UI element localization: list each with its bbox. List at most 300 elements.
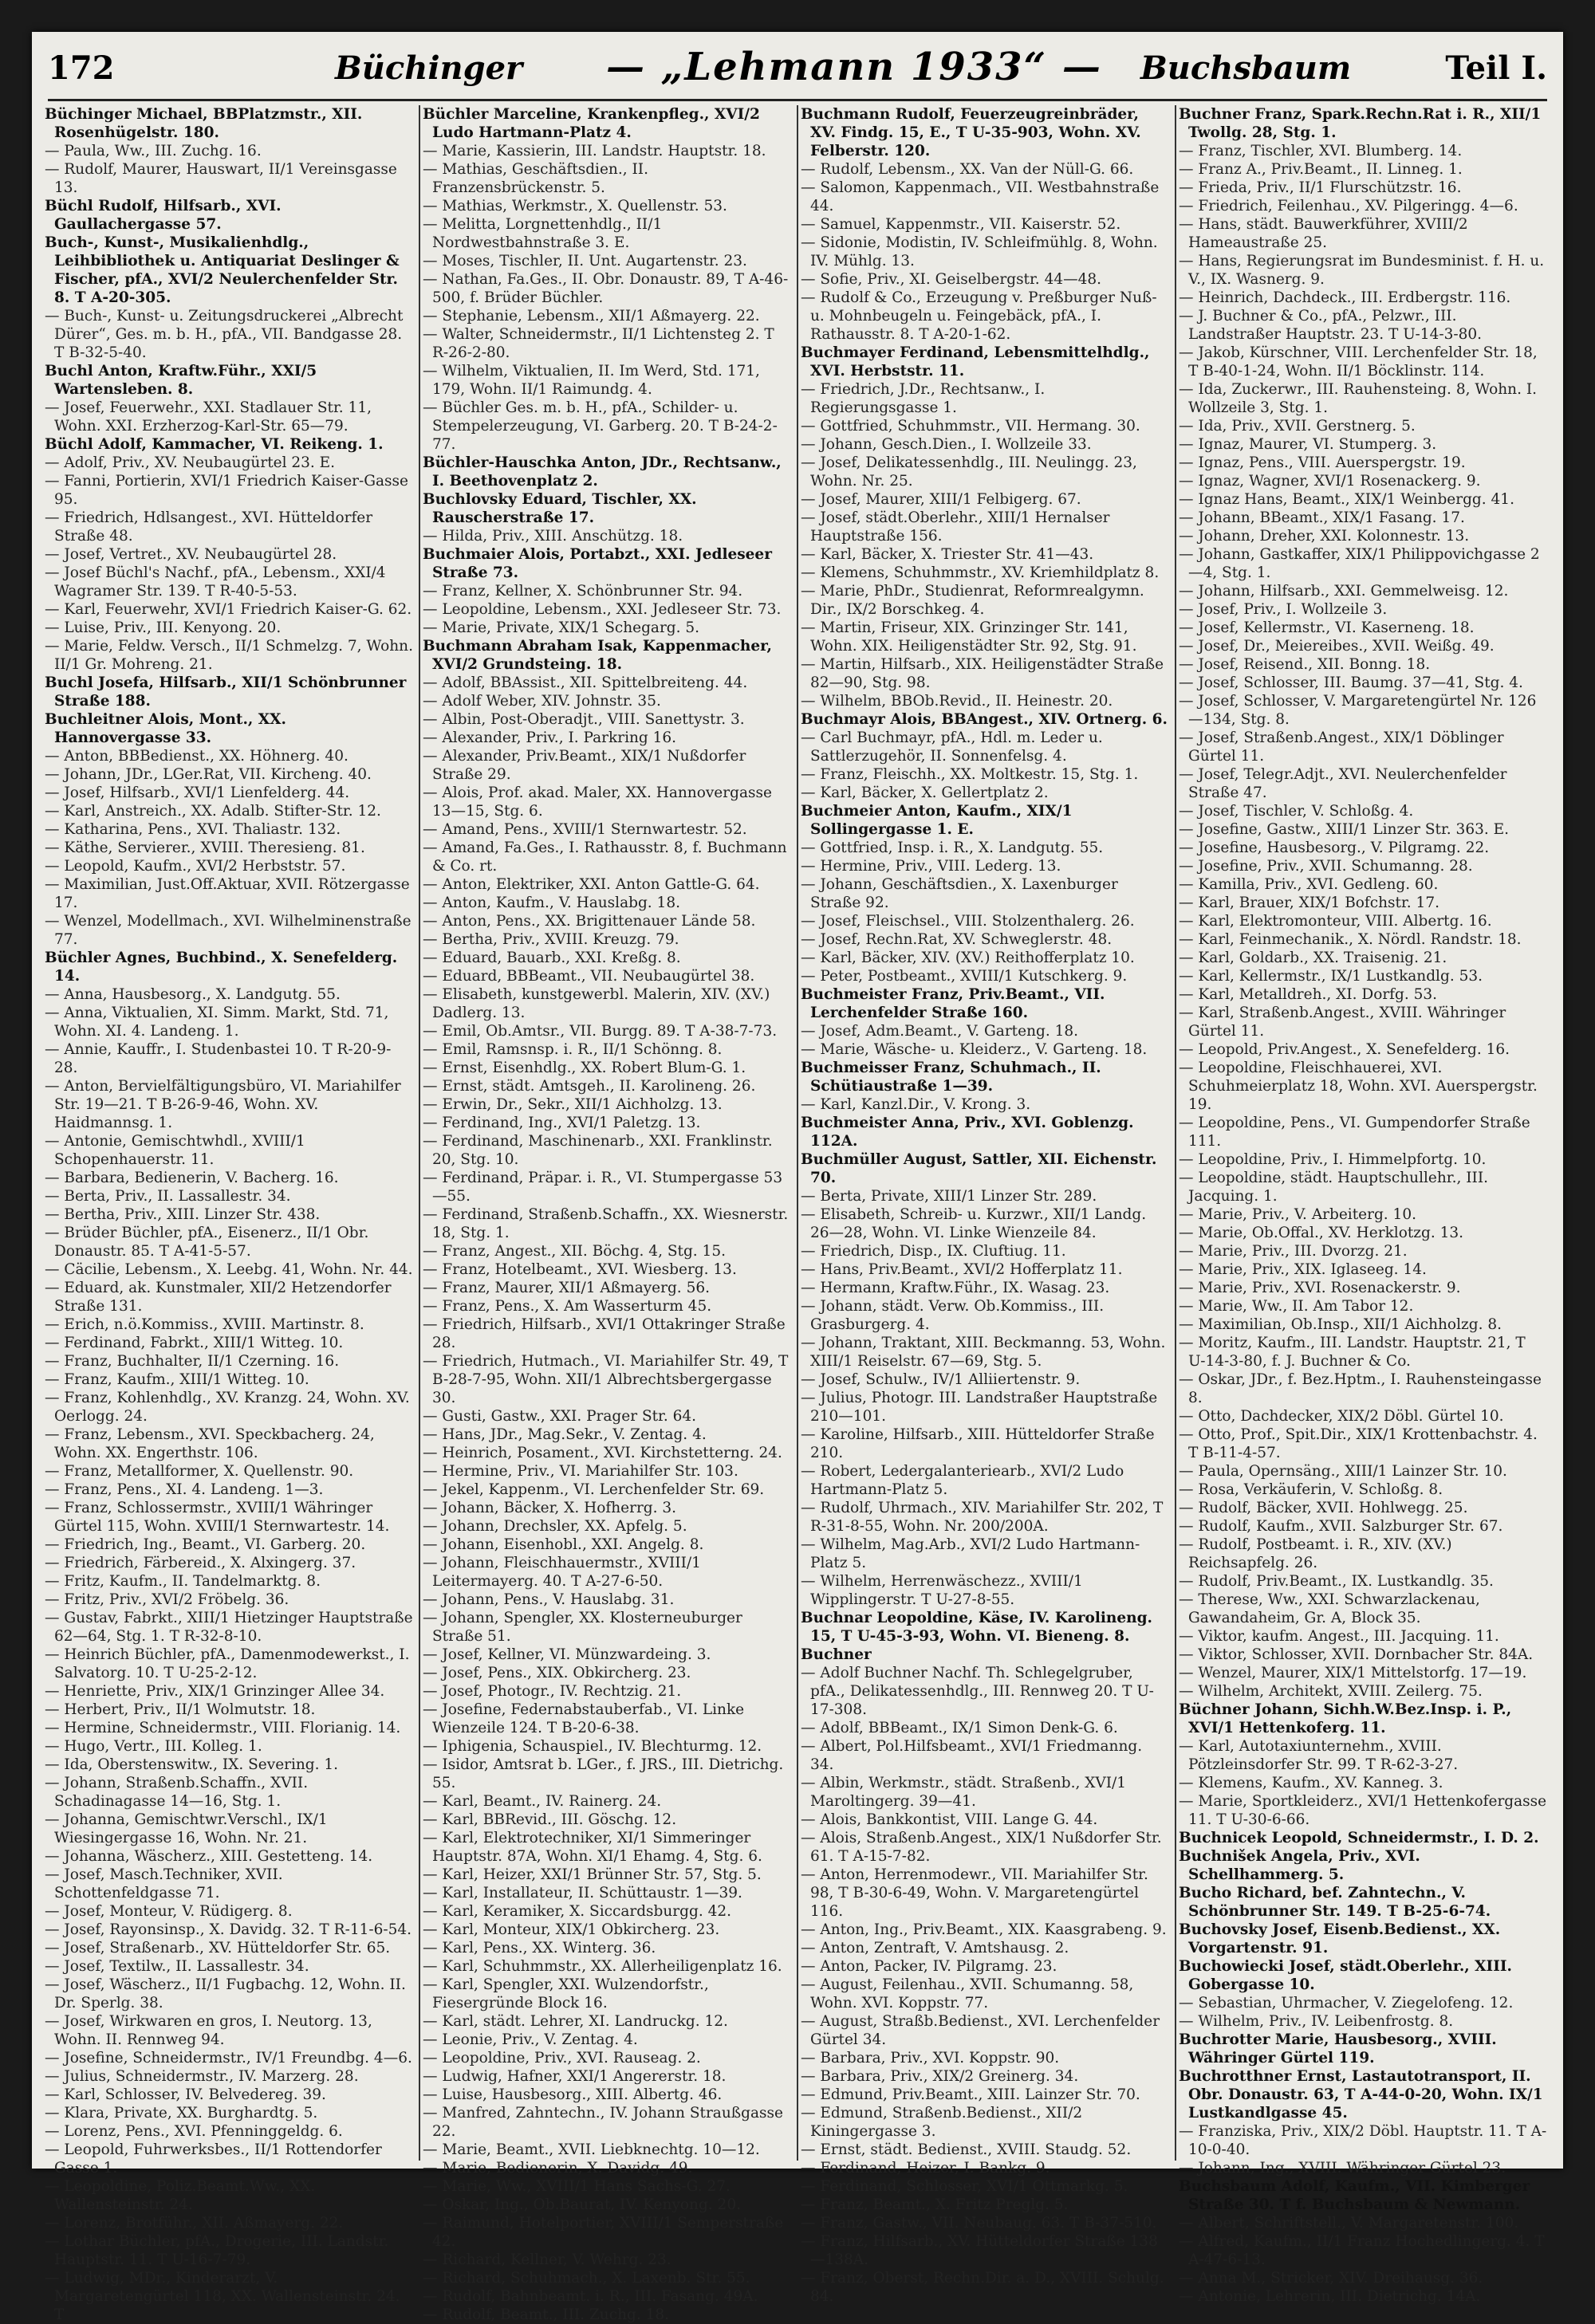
directory-entry: Büchler Marceline, Krankenpfleg., XVI/2 Ludo Hartmann-Platz 4. <box>423 106 760 141</box>
directory-entry: — Josef, Maurer, XIII/1 Felbigerg. 67. <box>801 491 1081 508</box>
directory-entry: — Ferdinand, Maschinenarb., XXI. Franklinstr. 20, Stg. 10. <box>423 1133 773 1168</box>
directory-entry: — Rudolf, Maurer, Hauswart, II/1 Vereinsgasse 13. <box>45 161 397 196</box>
directory-entry: — Hans, JDr., Mag.Sekr., V. Zentag. 4. <box>423 1426 707 1443</box>
column-2 <box>421 105 794 2323</box>
directory-entry: — Josefine, Priv., XVII. Schumanng. 28. <box>1179 858 1473 875</box>
directory-entry: Buchl Josefa, Hilfsarb., XII/1 Schönbrunner Straße 188. <box>45 674 407 710</box>
directory-entry: Buchowiecki Josef, städt.Oberlehr., XIII. Gobergasse 10. <box>1179 1958 1512 1993</box>
directory-entry: — Friedrich, Hilfsarb., XVI/1 Ottakringer Straße 28. <box>423 1316 786 1351</box>
column-divider <box>1175 105 1176 2161</box>
directory-entry: — Leopold, Priv.Angest., X. Senefelderg. 16. <box>1179 1041 1510 1058</box>
directory-page <box>32 32 1563 2323</box>
directory-entry: — Karl, städt. Lehrer, XI. Landruckg. 12. <box>423 2013 728 2030</box>
directory-entry: — Anton, Herrenmodewr., VII. Mariahilfer Str. 98, T B-30-6-49, Wohn. V. Margaretengürtel 116. <box>801 1866 1148 1920</box>
directory-entry: — Oskar, JDr., f. Bez.Hptm., I. Rauhensteingasse 8. <box>1179 1371 1542 1406</box>
directory-entry: — Marie, Bedienerin, X. Davidg. 49. <box>423 2160 693 2177</box>
directory-entry: — Josef, Priv., I. Wollzeile 3. <box>1179 601 1388 618</box>
directory-entry: Buchsbaum Adolf, Kaufm., VII. Kimberger Straße 30. T f. Buchsbaum & Newmann. <box>1179 2178 1530 2213</box>
directory-entry: — Josef, Photogr., IV. Rechtzig. 21. <box>423 1683 682 1700</box>
directory-entry: — Adolf Weber, XIV. Johnstr. 35. <box>423 693 661 710</box>
directory-entry: — Johann, Straßenb.Schaffn., XVII. Schadinagasse 14—16, Stg. 1. <box>45 1775 309 1810</box>
directory-entry: — Karl, Elektrotechniker, XI/1 Simmeringer Hauptstr. 87A, Wohn. XI/1 Ehamg. 4, Stg. 6. <box>423 1830 762 1865</box>
directory-entry: — Johann, BBeamt., XIX/1 Fasang. 17. <box>1179 509 1465 526</box>
directory-entry: — Josef, Fleischsel., VIII. Stolzenthalerg. 26. <box>801 913 1135 930</box>
directory-entry: — Ignaz, Maurer, VI. Stumperg. 3. <box>1179 436 1437 453</box>
directory-entry: — Franz, Metallformer, X. Quellenstr. 90. <box>45 1463 354 1480</box>
directory-entry: — Rudolf & Co., Erzeugung v. Preßburger Nuß- u. Mohnbeugeln u. Feingebäck, pfA., I. Rathausstr. 8. T A-20-1-62. <box>801 289 1157 343</box>
directory-entry: Buchovsky Josef, Eisenb.Bedienst., XX. Vorgartenstr. 91. <box>1179 1921 1501 1956</box>
directory-entry: — Anton, Elektriker, XXI. Anton Gattle-G. 64. <box>423 876 760 893</box>
directory-entry: Buchmann Rudolf, Feuerzeugreinbräder, XV. Findg. 15, E., T U-35-903, Wohn. XV. Felberstr. 120. <box>801 106 1141 159</box>
directory-entry: Buchmayer Ferdinand, Lebensmittelhdlg., XVI. Herbststr. 11. <box>801 344 1150 379</box>
directory-entry: — Josef, Pens., XIX. Obkircherg. 23. <box>423 1665 691 1681</box>
directory-entry: — Rosa, Verkäuferin, V. Schloßg. 8. <box>1179 1481 1443 1498</box>
directory-entry: — Josef, Kellner, VI. Münzwardeing. 3. <box>423 1646 711 1663</box>
directory-entry: — Hermine, Schneidermstr., VIII. Florianig. 14. <box>45 1720 401 1736</box>
directory-entry: — Josef, Dr., Meiereibes., XVII. Weißg. 49. <box>1179 638 1495 655</box>
directory-entry: — Maximilian, Ob.Insp., XII/1 Aichholzg. 8. <box>1179 1316 1502 1333</box>
directory-entry: — Kamilla, Priv., XVI. Gedleng. 60. <box>1179 876 1439 893</box>
directory-entry: — Josef, Rayonsinsp., X. Davidg. 32. T R-11-6-54. <box>45 1921 412 1938</box>
directory-entry: — Emil, Ramsnsp. i. R., II/1 Schönng. 8. <box>423 1041 723 1058</box>
directory-entry: — Franz, Pens., X. Am Wasserturm 45. <box>423 1298 712 1315</box>
directory-entry: — Johann, Traktant, XIII. Beckmanng. 53, Wohn. XIII/1 Reiselstr. 67—69, Stg. 5. <box>801 1335 1166 1370</box>
directory-entry: — August, Straßb.Bedienst., XVI. Lerchenfelder Gürtel 34. <box>801 2013 1160 2048</box>
directory-entry: — Josefine, Federnabstauberfab., VI. Linke Wienzeile 124. T B-20-6-38. <box>423 1701 745 1736</box>
directory-entry: Buchmüller August, Sattler, XII. Eichenstr. 70. <box>801 1151 1157 1186</box>
directory-entry: — August, Feilenhau., XVII. Schumanng. 58, Wohn. XVI. Koppstr. 77. <box>801 1976 1134 2011</box>
directory-entry: — Otto, Prof., Spit.Dir., XIX/1 Krottenbachstr. 4. T B-11-4-57. <box>1179 1426 1538 1461</box>
directory-entry: — Paula, Ww., III. Zuchg. 16. <box>45 143 262 159</box>
directory-entry: — Josef, Masch.Techniker, XVII. Schottenfeldgasse 71. <box>45 1866 283 1901</box>
directory-entry: — Lorenz, Pens., XVI. Pfenninggeldg. 6. <box>45 2123 343 2140</box>
directory-entry: — Marie, Priv., XIX. Iglaseeg. 14. <box>1179 1261 1427 1278</box>
directory-entry: — Ida, Priv., XVII. Gerstnerg. 5. <box>1179 418 1416 435</box>
directory-entry: — Eduard, Bauarb., XXI. Kreßg. 8. <box>423 950 681 966</box>
directory-entry: — Karl, Metalldreh., XI. Dorfg. 53. <box>1179 986 1438 1003</box>
directory-entry: — Marie, Wäsche- u. Kleiderz., V. Garteng. 18. <box>801 1041 1148 1058</box>
directory-entry: — Ferdinand, Präpar. i. R., VI. Stumpergasse 53—55. <box>423 1170 783 1205</box>
directory-entry: — Josef, Monteur, V. Rüdigerg. 8. <box>45 1903 293 1920</box>
directory-entry: — Johann, Hilfsarb., XXI. Gemmelweisg. 12. <box>1179 583 1509 600</box>
directory-entry: — Franz, Pens., XI. 4. Landeng. 1—3. <box>45 1481 324 1498</box>
directory-entry: — Henriette, Priv., XIX/1 Grinzinger Allee 34. <box>45 1683 385 1700</box>
directory-entry: Buch-, Kunst-, Musikalienhdlg., Leihbibliothek u. Antiquariat Deslinger & Fischer, pfA., XVI/2 Neulerchenfelder Str. 8. T A-20-305. <box>45 234 400 306</box>
directory-entry: — Viktor, Schlosser, XVII. Dornbacher Str. 84A. <box>1179 1646 1534 1663</box>
column-4 <box>1177 105 1550 2305</box>
directory-entry: — Karl, BBRevid., III. Göschg. 12. <box>423 1811 677 1828</box>
directory-entry: — Leopoldine, Pens., VI. Gumpendorfer Straße 111. <box>1179 1115 1530 1150</box>
directory-entry: — Oskar, Ing., Ob.Baurat, IV. Kenyong. 20. <box>423 2196 741 2213</box>
directory-entry: — Alois, Bankkontist, VIII. Lange G. 44. <box>801 1811 1098 1828</box>
directory-entry: — Leonie, Priv., V. Zentag. 4. <box>423 2031 638 2048</box>
directory-entry: — Ernst, städt. Amtsgeh., II. Karolineng. 26. <box>423 1078 756 1095</box>
directory-entry: — Heinrich, Dachdeck., III. Erdbergstr. 116. <box>1179 289 1511 306</box>
directory-entry: — Buch-, Kunst- u. Zeitungsdruckerei „Albrecht Dürer“, Ges. m. b. H., pfA., VII. Bandgasse 28. T B-32-5-40. <box>45 308 404 361</box>
directory-entry: — Karoline, Hilfsarb., XIII. Hütteldorfer Straße 210. <box>801 1426 1155 1461</box>
directory-entry: — Eduard, BBBeamt., VII. Neubaugürtel 38. <box>423 968 755 985</box>
directory-entry: — Barbara, Priv., XIX/2 Greinerg. 34. <box>801 2068 1079 2085</box>
directory-entry: Büchler-Hauschka Anton, JDr., Rechtsanw., I. Beethovenplatz 2. <box>423 454 782 490</box>
directory-entry: Büchinger Michael, BBPlatzmstr., XII. Rosenhügelstr. 180. <box>45 106 363 141</box>
directory-entry: Buchleitner Alois, Mont., XX. Hannovergasse 33. <box>45 711 286 746</box>
directory-entry: — Fritz, Priv., XVI/2 Fröbelg. 36. <box>45 1591 289 1608</box>
directory-entry: — Josef, Hilfsarb., XVI/1 Lienfelderg. 44. <box>45 784 350 801</box>
directory-entry: — Wilhelm, Architekt, XVIII. Zeilerg. 75. <box>1179 1683 1483 1700</box>
directory-entry: — Karl, Kellermstr., IX/1 Lustkandlg. 53. <box>1179 968 1483 985</box>
directory-entry: — Friedrich, Hdlsangest., XVI. Hütteldorfer Straße 48. <box>45 509 373 545</box>
directory-entry: — Adolf, BBBeamt., IX/1 Simon Denk-G. 6. <box>801 1720 1118 1736</box>
directory-entry: Büchner Johann, Sichh.W.Bez.Insp. i. P., XVI/1 Hettenkoferg. 11. <box>1179 1701 1512 1736</box>
directory-entry: — Stephanie, Lebensm., XII/1 Aßmayerg. 22. <box>423 308 760 324</box>
directory-entry: — Heinrich, Posament., XVI. Kirchstetterng. 24. <box>423 1445 782 1461</box>
directory-entry: — Ignaz, Pens., VIII. Auerspergstr. 19. <box>1179 454 1466 471</box>
directory-entry: — Johanna, Wäscherz., XIII. Gestetteng. 14. <box>45 1848 373 1865</box>
directory-entry: — Luise, Hausbesorg., XIII. Albertg. 46. <box>423 2086 723 2103</box>
directory-entry: Buchmeister Anna, Priv., XVI. Goblenzg. 112A. <box>801 1115 1134 1150</box>
directory-entry: — Josef, Schlosser, V. Margaretengürtel Nr. 126—134, Stg. 8. <box>1179 693 1537 728</box>
directory-entry: — Julius, Schneidermstr., IV. Marzerg. 28. <box>45 2068 359 2085</box>
directory-entry: — Karl, Keramiker, X. Siccardsburgg. 42. <box>423 1903 732 1920</box>
directory-entry: — Josef, Telegr.Adjt., XVI. Neulerchenfelder Straße 47. <box>1179 766 1507 801</box>
directory-entry: — Johann, Ing., XVIII. Währinger Gürtel 23. <box>1179 2160 1506 2177</box>
directory-entry: — Gottfried, Insp. i. R., X. Landgutg. 55. <box>801 840 1104 856</box>
directory-entry: — Karl, Heizer, XXI/1 Brünner Str. 57, Stg. 5. <box>423 1866 762 1883</box>
directory-entry: — Raimund, Hotelportier, XVIII/1 Semperstraße 42. <box>423 2215 784 2250</box>
directory-entry: — Karl, Anstreich., XX. Adalb. Stifter-Str. 12. <box>45 803 381 820</box>
directory-entry: — J. Buchner & Co., pfA., Pelzwr., III. Landstraßer Hauptstr. 23. T U-14-3-80. <box>1179 308 1483 343</box>
directory-entry: — Hermine, Priv., VIII. Lederg. 13. <box>801 858 1061 875</box>
directory-entry: — Berta, Priv., II. Lassallestr. 34. <box>45 1188 291 1205</box>
directory-entry: — Leopoldine, Priv., I. Himmelpfortg. 10. <box>1179 1151 1487 1168</box>
directory-entry: — Bertha, Priv., XIII. Linzer Str. 438. <box>45 1206 321 1223</box>
directory-entry: — Albin, Werkmstr., städt. Straßenb., XVI/1 Maroltingerg. 39—41. <box>801 1775 1127 1810</box>
directory-entry: — Leopoldine, Priv., XVI. Rauseag. 2. <box>423 2050 701 2066</box>
directory-entry: Buchmeister Franz, Priv.Beamt., VII. Lerchenfelder Straße 160. <box>801 986 1105 1021</box>
directory-entry: — Leopold, Kaufm., XVI/2 Herbststr. 57. <box>45 858 346 875</box>
directory-entry: Buchnicek Leopold, Schneidermstr., I. D. 2. <box>1179 1830 1539 1846</box>
directory-entry: — Antonie, Lehrerin, III. Dietrichg. 14A. <box>1179 2288 1481 2305</box>
directory-entry: — Friedrich, Disp., IX. Cluftiug. 11. <box>801 1243 1066 1260</box>
directory-entry: — Johann, städt. Verw. Ob.Kommiss., III. Grasburgerg. 4. <box>801 1298 1105 1333</box>
directory-entry: — Josef, Reisend., XII. Bonng. 18. <box>1179 656 1431 673</box>
directory-entry: — Ferdinand, Heizer, I. Bankg. 9. <box>801 2160 1050 2177</box>
directory-entry: — Franz, Maurer, XII/1 Aßmayerg. 56. <box>423 1280 710 1296</box>
directory-entry: — Marie, Priv., III. Dvorzg. 21. <box>1179 1243 1408 1260</box>
directory-entry: — Maximilian, Just.Off.Aktuar, XVII. Rötzergasse 17. <box>45 876 410 911</box>
directory-entry: — Ignaz Hans, Beamt., XIX/1 Weinbergg. 41. <box>1179 491 1514 508</box>
directory-entry: — Josef, Vertret., XV. Neubaugürtel 28. <box>45 546 337 563</box>
directory-entry: — Johanna, Gemischtwr.Verschl., IX/1 Wiesingergasse 16, Wohn. Nr. 21. <box>45 1811 328 1846</box>
directory-entry: — Erwin, Dr., Sekr., XII/1 Aichholzg. 13. <box>423 1096 723 1113</box>
directory-entry: — Marie, PhDr., Studienrat, Reformrealgymn. Dir., IX/2 Borschkeg. 4. <box>801 583 1144 618</box>
directory-entry: — Mathias, Geschäftsdien., II. Franzensbrückenstr. 5. <box>423 161 648 196</box>
directory-entry: Buchmeier Anton, Kaufm., XIX/1 Sollingergasse 1. E. <box>801 803 1073 838</box>
directory-entry: — Anton, Packer, IV. Pilgramg. 23. <box>801 1958 1057 1975</box>
directory-entry: — Erich, n.ö.Kommiss., XVIII. Martinstr. 8. <box>45 1316 364 1333</box>
directory-entry: — Gottfried, Schuhmmstr., VII. Hermang. 30. <box>801 418 1140 435</box>
directory-entry: — Johann, Fleischhauermstr., XVIII/1 Leitermayerg. 40. T A-27-6-50. <box>423 1555 701 1590</box>
header-left-word: Büchinger <box>335 49 523 87</box>
directory-entry: — Isidor, Amtsrat b. LGer., f. JRS., III. Dietrichg. 55. <box>423 1756 784 1791</box>
directory-entry: — Marie, Private, XIX/1 Schegarg. 5. <box>423 619 700 636</box>
directory-entry: Büchl Adolf, Kammacher, VI. Reikeng. 1. <box>45 436 384 453</box>
directory-entry: — Friedrich, Feilenhau., XV. Pilgeringg. 4—6. <box>1179 198 1518 214</box>
directory-entry: — Alexander, Priv.Beamt., XIX/1 Nußdorfer Straße 29. <box>423 748 746 783</box>
directory-entry: — Franz A., Priv.Beamt., II. Linneg. 1. <box>1179 161 1463 178</box>
directory-entry: — Josef, Textilw., II. Lassallestr. 34. <box>45 1958 309 1975</box>
directory-entry: — Marie, Priv., XVI. Rosenackerstr. 9. <box>1179 1280 1461 1296</box>
directory-entry: — Karl, Feinmechanik., X. Nördl. Randstr. 18. <box>1179 931 1522 948</box>
directory-entry: — Fritz, Kaufm., II. Tandelmarktg. 8. <box>45 1573 321 1590</box>
directory-entry: — Anton, Bervielfältigungsbüro, VI. Mariahilfer Str. 19—21. T B-26-9-46, Wohn. XV. Haidmannsg. 1. <box>45 1078 401 1131</box>
directory-entry: — Viktor, kaufm. Angest., III. Jacquing. 11. <box>1179 1628 1499 1645</box>
directory-entry: — Ferdinand, Schlosser, XVI/1 Ottmarkg. 5. <box>801 2178 1128 2195</box>
directory-entry: Buchnišek Angela, Priv., XVI. Schellhammerg. 5. <box>1179 1848 1420 1883</box>
directory-entry: — Anna M., Stricker, XIV. Dreihausg. 36. <box>1179 2270 1483 2287</box>
directory-entry: — Johann, Gastkaffer, XIX/1 Philippovichgasse 2—4, Stg. 1. <box>1179 546 1540 581</box>
directory-entry: — Rudolf, Bäcker, XVII. Hohlwegg. 25. <box>1179 1500 1468 1516</box>
directory-entry: — Leopoldine, städt. Hauptschullehr., III. Jacquing. 1. <box>1179 1170 1489 1205</box>
directory-entry: — Josef, städt.Oberlehr., XIII/1 Hernalser Hauptstraße 156. <box>801 509 1110 545</box>
directory-entry: — Rudolf, Beamt., III. Zuchg. 18. <box>423 2306 670 2323</box>
directory-entry: — Klemens, Schuhmmstr., XV. Kriemhildplatz 8. <box>801 564 1160 581</box>
directory-entry: — Adolf, Priv., XV. Neubaugürtel 23. E. <box>45 454 336 471</box>
column-3 <box>799 105 1172 2305</box>
directory-entry: — Leopold, Fuhrwerksbes., II/1 Rottendorfer Gasse 1. <box>45 2141 382 2177</box>
directory-entry: — Karl, Elektromonteur, VIII. Albertg. 16. <box>1179 913 1492 930</box>
directory-entry: — Anton, Zentraft, V. Amtshausg. 2. <box>801 1940 1069 1956</box>
directory-entry: — Franz, Kellner, X. Schönbrunner Str. 94. <box>423 583 743 600</box>
directory-entry: — Franz, Angest., XII. Böchg. 4, Stg. 15. <box>423 1243 726 1260</box>
directory-entry: — Josef, Wäscherz., II/1 Fugbachg. 12, Wohn. II. Dr. Sperlg. 38. <box>45 1976 406 2011</box>
directory-entry: — Karl, Spengler, XXI. Wulzendorfstr., Fiesergründe Block 16. <box>423 1976 709 2011</box>
directory-entry: — Alfred, Kaufm., II/1 Franz Hochedlingerg. 4. T A-47-6-13. <box>1179 2233 1545 2268</box>
directory-entry: — Elisabeth, kunstgewerbl. Malerin, XIV. (XV.) Dadlerg. 13. <box>423 986 770 1021</box>
directory-entry: — Herbert, Priv., II/1 Wolmutstr. 18. <box>45 1701 316 1718</box>
directory-entry: — Josef, Schlosser, III. Baumg. 37—41, Stg. 4. <box>1179 674 1523 691</box>
directory-entry: — Karl, Autotaxiunternehm., XVIII. Pötzleinsdorfer Str. 99. T R-62-3-27. <box>1179 1738 1459 1773</box>
directory-entry: — Friedrich, Färbereid., X. Alxingerg. 37. <box>45 1555 356 1571</box>
directory-entry: — Walter, Schneidermstr., II/1 Lichtensteg 2. T R-26-2-80. <box>423 326 774 361</box>
directory-entry: Büchler Agnes, Buchbind., X. Senefelderg. 14. <box>45 950 398 985</box>
directory-entry: — Marie, Sportkleiderz., XVI/1 Hettenkofergasse 11. T U-30-6-66. <box>1179 1793 1547 1828</box>
directory-entry: — Franz, Hotelbeamt., XVI. Wiesberg. 13. <box>423 1261 737 1278</box>
directory-entry: — Albin, Post-Oberadjt., VIII. Sanettystr. 3. <box>423 711 745 728</box>
directory-entry: — Josef, Tischler, V. Schloßg. 4. <box>1179 803 1414 820</box>
directory-entry: — Carl Buchmayr, pfA., Hdl. m. Leder u. Sattlerzugehör, II. Sonnenfelsg. 4. <box>801 729 1103 765</box>
directory-entry: — Peter, Postbeamt., XVIII/1 Kutschkerg. 9. <box>801 968 1128 985</box>
directory-entry: — Alexander, Priv., I. Parkring 16. <box>423 729 677 746</box>
directory-entry: — Edmund, Straßenb.Bedienst., XII/2 Kiningergasse 3. <box>801 2105 1083 2140</box>
directory-entry: — Wenzel, Modellmach., XVI. Wilhelminenstraße 77. <box>45 913 412 948</box>
directory-entry: — Franz, Kaufm., XIII/1 Witteg. 10. <box>45 1371 309 1388</box>
directory-entry: Buchl Anton, Kraftw.Führ., XXI/5 Wartensleben. 8. <box>45 363 317 398</box>
directory-entry: — Franziska, Priv., XIX/2 Döbl. Hauptstr. 11. T A-10-0-40. <box>1179 2123 1547 2158</box>
directory-entry: — Karl, Pens., XX. Winterg. 36. <box>423 1940 656 1956</box>
directory-entry: Buchrotthner Ernst, Lastautotransport, II. Obr. Donaustr. 63, T A-44-0-20, Wohn. IX/1 Lustkandlgasse 45. <box>1179 2068 1543 2121</box>
directory-entry: — Alois, Straßenb.Angest., XIX/1 Nußdorfer Str. 61. T A-15-7-82. <box>801 1830 1162 1865</box>
directory-entry: — Marie, Ww., II. Am Tabor 12. <box>1179 1298 1414 1315</box>
directory-entry: — Johann, Gesch.Dien., I. Wollzeile 33. <box>801 436 1092 453</box>
directory-entry: — Hans, städt. Bauwerkführer, XVIII/2 Hameaustraße 25. <box>1179 216 1468 251</box>
directory-entry: — Sofie, Priv., XI. Geiselbergstr. 44—48. <box>801 271 1102 288</box>
directory-entry: — Karl, Bäcker, XIV. (XV.) Reithofferplatz 10. <box>801 950 1135 966</box>
directory-entry: — Samuel, Kappenmstr., VII. Kaiserstr. 52. <box>801 216 1121 233</box>
directory-entry: — Adolf, BBAssist., XII. Spittelbreiteng. 44. <box>423 674 748 691</box>
directory-entry: — Elisabeth, Schreib- u. Kurzwr., XII/1 Landg. 26—28, Wohn. VI. Linke Wienzeile 84. <box>801 1206 1147 1241</box>
directory-entry: — Friedrich, Ing., Beamt., VI. Garberg. 20. <box>45 1536 366 1553</box>
directory-entry: — Karl, Feuerwehr, XVI/1 Friedrich Kaiser-G. 62. <box>45 601 412 618</box>
directory-entry: — Richard, Schuhmach., X. Laxenb. Str. 55. <box>423 2270 750 2287</box>
directory-entry: — Karl, Beamt., IV. Rainerg. 24. <box>423 1793 662 1810</box>
directory-entry: — Anton, BBBedienst., XX. Höhnerg. 40. <box>45 748 349 765</box>
column-divider <box>419 105 420 2161</box>
directory-entry: — Wenzel, Maurer, XIX/1 Mittelstorfg. 17—19. <box>1179 1665 1527 1681</box>
directory-entry: — Johann, Dreher, XXI. Kolonnestr. 13. <box>1179 528 1470 545</box>
directory-entry: — Katharina, Pens., XVI. Thaliastr. 132. <box>45 821 341 838</box>
directory-entry: — Rudolf, Uhrmach., XIV. Mariahilfer Str. 202, T R-31-8-55, Wohn. Nr. 200/200A. <box>801 1500 1164 1535</box>
directory-entry: — Wilhelm, Mag.Arb., XVI/2 Ludo Hartmann-Platz 5. <box>801 1536 1140 1571</box>
directory-entry: — Ida, Oberstenswitw., IX. Severing. 1. <box>45 1756 339 1773</box>
directory-entry: — Gusti, Gastw., XXI. Prager Str. 64. <box>423 1408 697 1425</box>
directory-entry: — Johann, Eisenhobl., XXI. Angelg. 8. <box>423 1536 704 1553</box>
directory-entry: — Karl, Schlosser, IV. Belvedereg. 39. <box>45 2086 326 2103</box>
directory-entry: — Alois, Prof. akad. Maler, XX. Hannovergasse 13—15, Stg. 6. <box>423 784 772 820</box>
directory-entry: — Josefine, Schneidermstr., IV/1 Freundbg. 4—6. <box>45 2050 412 2066</box>
directory-entry: — Richard, Kellner, V. Wehrg. 23. <box>423 2251 671 2268</box>
directory-entry: — Berta, Private, XIII/1 Linzer Str. 289. <box>801 1188 1097 1205</box>
directory-entry: — Ferdinand, Straßenb.Schaffn., XX. Wiesnerstr. 18, Stg. 1. <box>423 1206 789 1241</box>
directory-entry: — Johann, Bäcker, X. Hofherrg. 3. <box>423 1500 677 1516</box>
directory-entry: — Marie, Ob.Offal., XV. Herklotzg. 13. <box>1179 1225 1464 1241</box>
directory-entry: — Marie, Ww., XVIII/1 Hans Sachs-G. 27. <box>423 2178 731 2195</box>
directory-entry: — Josef, Adm.Beamt., V. Garteng. 18. <box>801 1023 1079 1040</box>
directory-entry: — Heinrich Büchler, pfA., Damenmodewerkst., I. Salvatorg. 10. T U-25-2-12. <box>45 1646 410 1681</box>
directory-entry: — Moritz, Kaufm., III. Landstr. Hauptstr. 21, T U-14-3-80, f. J. Buchner & Co. <box>1179 1335 1526 1370</box>
directory-entry: — Paula, Opernsäng., XIII/1 Lainzer Str. 10. <box>1179 1463 1507 1480</box>
directory-entry: — Anna, Hausbesorg., X. Landgutg. 55. <box>45 986 341 1003</box>
directory-entry: — Frieda, Priv., II/1 Flurschützstr. 16. <box>1179 179 1462 196</box>
directory-entry: — Brüder Büchler, pfA., Eisenerz., II/1 Obr. Donaustr. 85. T A-41-5-57. <box>45 1225 369 1260</box>
directory-entry: — Moses, Tischler, II. Unt. Augartenstr. 23. <box>423 253 747 269</box>
directory-entry: — Wilhelm, Herrenwäschezz., XVIII/1 Wipplingerstr. T U-27-8-55. <box>801 1573 1083 1608</box>
directory-entry: — Eduard, ak. Kunstmaler, XII/2 Hetzendorfer Straße 131. <box>45 1280 392 1315</box>
directory-entry: — Johann, Spengler, XX. Klosterneuburger Straße 51. <box>423 1610 742 1645</box>
directory-entry: — Nathan, Fa.Ges., II. Obr. Donaustr. 89, T A-46-500, f. Brüder Büchler. <box>423 271 789 306</box>
directory-entry: — Jekel, Kappenm., VI. Lerchenfelder Str. 69. <box>423 1481 765 1498</box>
header-title: — „Lehmann 1933“ — <box>606 45 1102 89</box>
directory-entry: — Ludwig, MDr., Kinderarzt, V. Margaretengürtel 118, XX. Wallensteinstr. 24. T <box>45 2270 400 2323</box>
directory-entry: — Marie, Feldw. Versch., II/1 Schmelzg. 7, Wohn. II/1 Gr. Mohreng. 21. <box>45 638 413 673</box>
directory-entry: Büchl Rudolf, Hilfsarb., XVI. Gaullachergasse 57. <box>45 198 282 233</box>
directory-entry: — Leopoldine, Poliz.Beamt.Ww., XX. Wallensteinstr. 24. <box>45 2178 316 2213</box>
directory-entry: — Ferdinand, Fabrkt., XIII/1 Witteg. 10. <box>45 1335 344 1351</box>
directory-entry: — Martin, Friseur, XIX. Grinzinger Str. 141, Wohn. XIX. Heiligenstädter Str. 92, Stg. 91. <box>801 619 1137 655</box>
directory-entry: — Rudolf, Postbeamt. i. R., XIV. (XV.) Reichsapfelg. 26. <box>1179 1536 1452 1571</box>
directory-entry: — Ludwig, Hafner, XXI/1 Angererstr. 18. <box>423 2068 727 2085</box>
directory-entry: — Bertha, Priv., XVIII. Kreuzg. 79. <box>423 931 679 948</box>
directory-entry: Buchner <box>801 1646 872 1663</box>
directory-entry: — Julius, Photogr. III. Landstraßer Hauptstraße 210—101. <box>801 1390 1158 1425</box>
directory-entry: — Wilhelm, BBOb.Revid., II. Heinestr. 20. <box>801 693 1113 710</box>
directory-entry: — Antonie, Gemischtwhdl., XVIII/1 Schopenhauerstr. 11. <box>45 1133 305 1168</box>
directory-entry: Buchmann Abraham Isak, Kappenmacher, XVI/2 Grundsteing. 18. <box>423 638 772 673</box>
directory-entry: — Jakob, Kürschner, VIII. Lerchenfelder Str. 18, T B-40-1-24, Wohn. II/1 Böcklinstr. 114. <box>1179 344 1538 379</box>
directory-entry: — Rudolf, Priv.Beamt., IX. Lustkandlg. 35. <box>1179 1573 1494 1590</box>
directory-entry: — Ida, Zuckerwr., III. Rauhensteing. 8, Wohn. I. Wollzeile 3, Stg. 1. <box>1179 381 1538 416</box>
directory-entry: Buchner Franz, Spark.Rechn.Rat i. R., XII/1 Twollg. 28, Stg. 1. <box>1179 106 1542 141</box>
directory-entry: — Franz, Kohlenhdlg., XV. Kranzg. 24, Wohn. XV. Oerlogg. 24. <box>45 1390 410 1425</box>
directory-entry: — Lothar Büchler, pfA., Drogerie, III. Landstr. Hauptstr. 11. T U-16-7-79. <box>45 2233 389 2268</box>
directory-entry: — Marie, Beamt., XVII. Liebknechtg. 10—12. <box>423 2141 760 2158</box>
directory-entry: — Rudolf, Kaufm., XVII. Salzburger Str. 67. <box>1179 1518 1503 1535</box>
page-number: 172 <box>48 49 115 87</box>
directory-entry: — Josefine, Gastw., XIII/1 Linzer Str. 363. E. <box>1179 821 1510 838</box>
directory-entry: — Adolf Buchner Nachf. Th. Schlegelgruber, pfA., Delikatessenhdlg., III. Rennweg 20. T U-17-308. <box>801 1665 1154 1718</box>
directory-entry: — Barbara, Bedienerin, V. Bacherg. 16. <box>45 1170 339 1186</box>
directory-entry: — Klemens, Kaufm., XV. Kanneg. 3. <box>1179 1775 1443 1791</box>
directory-entry: — Cäcilie, Lebensm., X. Leebg. 41, Wohn. Nr. 44. <box>45 1261 413 1278</box>
directory-entry: — Amand, Fa.Ges., I. Rathausstr. 8, f. Buchmann & Co. rt. <box>423 840 787 875</box>
directory-entry: — Hans, Regierungsrat im Bundesminist. f. H. u. V., IX. Wasnerg. 9. <box>1179 253 1545 288</box>
directory-entry: — Friedrich, Hutmach., VI. Mariahilfer Str. 49, T B-28-7-95, Wohn. XII/1 Albrechtsbergergasse 30. <box>423 1353 789 1406</box>
directory-entry: Buchlovsky Eduard, Tischler, XX. Rauscherstraße 17. <box>423 491 697 526</box>
directory-entry: — Albert, Schriftstell., V. Margaretenstr. 100. <box>1179 2215 1519 2232</box>
directory-entry: — Franz, Gastw., VII. Neubaug. 63. T B-37-510. <box>801 2215 1157 2232</box>
directory-entry: — Josef Büchl's Nachf., pfA., Lebensm., XXI/4 Wagramer Str. 139. T R-40-5-53. <box>45 564 386 600</box>
directory-entry: — Hilda, Priv., XIII. Anschützg. 18. <box>423 528 683 545</box>
page-header <box>48 38 1547 94</box>
directory-entry: — Melitta, Lorgnettenhdlg., II/1 Nordwestbahnstraße 3. E. <box>423 216 663 251</box>
directory-entry: — Ferdinand, Ing., XVI/1 Paletzg. 13. <box>423 1115 701 1131</box>
directory-entry: — Lorenz, Brotführ., XII. Aßmayerg. 22. <box>45 2215 344 2232</box>
directory-entry: — Anton, Kaufm., V. Hauslabg. 18. <box>423 895 680 911</box>
directory-entry: — Anton, Ing., Priv.Beamt., XIX. Kaasgrabeng. 9. <box>801 1921 1167 1938</box>
directory-entry: — Wilhelm, Viktualien, II. Im Werd, Std. 171, 179, Wohn. II/1 Raimundg. 4. <box>423 363 760 398</box>
directory-entry: — Karl, Installateur, II. Schüttaustr. 1—39. <box>423 1885 742 1901</box>
directory-entry: — Karl, Straßenb.Angest., XVIII. Währinger Gürtel 11. <box>1179 1005 1506 1040</box>
directory-entry: — Manfred, Zahntechn., IV. Johann Straußgasse 22. <box>423 2105 783 2140</box>
directory-entry: — Josefine, Hausbesorg., V. Pilgramg. 22. <box>1179 840 1490 856</box>
directory-entry: — Josef, Kellermstr., VI. Kaserneng. 18. <box>1179 619 1475 636</box>
directory-entry: — Büchler Ges. m. b. H., pfA., Schilder- u. Stempelerzeugung, VI. Garberg. 20. T B-24-2-77. <box>423 399 778 453</box>
directory-entry: — Käthe, Servierer., XVIII. Theresieng. 81. <box>45 840 365 856</box>
directory-entry: — Josef, Feuerwehr., XXI. Stadlauer Str. 11, Wohn. XXI. Erzherzog-Karl-Str. 65—79. <box>45 399 372 435</box>
directory-entry: — Klara, Private, XX. Burghardtg. 5. <box>45 2105 318 2121</box>
directory-entry: — Barbara, Priv., XVI. Koppstr. 90. <box>801 2050 1060 2066</box>
directory-entry: — Karl, Bäcker, X. Triester Str. 41—43. <box>801 546 1094 563</box>
directory-entry: — Martin, Hilfsarb., XIX. Heiligenstädter Straße 82—90, Stg. 98. <box>801 656 1164 691</box>
column-divider <box>797 105 798 2161</box>
directory-entry: — Hugo, Vertr., III. Kolleg. 1. <box>45 1738 262 1755</box>
directory-entry: — Karl, Bäcker, X. Gellertplatz 2. <box>801 784 1049 801</box>
header-right-word: Buchsbaum <box>1140 49 1352 87</box>
directory-entry: — Karl, Monteur, XIX/1 Obkircherg. 23. <box>423 1921 720 1938</box>
directory-entry: — Marie, Priv., V. Arbeiterg. 10. <box>1179 1206 1416 1223</box>
directory-entry: — Salomon, Kappenmach., VII. Westbahnstraße 44. <box>801 179 1160 214</box>
header-rule <box>48 99 1547 101</box>
directory-entry: — Leopoldine, Lebensm., XXI. Jedleseer Str. 73. <box>423 601 782 618</box>
directory-entry: — Amand, Pens., XVIII/1 Sternwartestr. 52. <box>423 821 747 838</box>
directory-entry: — Robert, Ledergalanteriearb., XVI/2 Ludo Hartmann-Platz 5. <box>801 1463 1124 1498</box>
directory-entry: — Karl, Kanzl.Dir., V. Krong. 3. <box>801 1096 1031 1113</box>
directory-entry: — Josef, Rechn.Rat, XV. Schweglerstr. 48. <box>801 931 1113 948</box>
directory-entry: — Therese, Ww., XXI. Schwarzlackenau, Gawandaheim, Gr. A, Block 35. <box>1179 1591 1480 1626</box>
directory-entry: — Fanni, Portierin, XVI/1 Friedrich Kaiser-Gasse 95. <box>45 473 408 508</box>
directory-entry: — Karl, Schuhmmstr., XX. Allerheiligenplatz 16. <box>423 1958 782 1975</box>
directory-entry: — Josef, Straßenarb., XV. Hütteldorfer Str. 65. <box>45 1940 391 1956</box>
